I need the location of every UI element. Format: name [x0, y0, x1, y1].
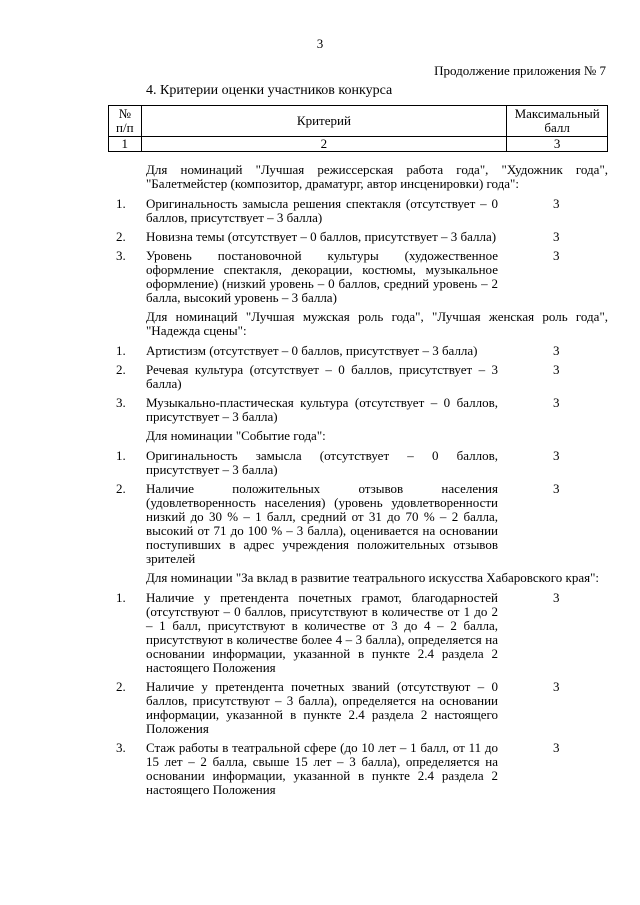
- criterion-row: [0, 249, 640, 305]
- nomination-group-title: Для номинаций "Лучшая режиссерская работа года", "Художник года", "Балетмейстер (композитор, драматург, автор инсценировки) года":: [146, 162, 608, 191]
- criterion-row: [0, 741, 640, 797]
- criterion-number: 3.: [116, 248, 126, 263]
- criterion-number: 1.: [116, 590, 126, 605]
- nomination-group-title: Для номинаций "Лучшая мужская роль года", "Лучшая женская роль года", "Надежда сцены":: [146, 309, 608, 338]
- section-title: 4. Критерии оценки участников конкурса: [146, 83, 393, 98]
- header-max-line2: балл: [544, 120, 570, 135]
- criterion-text: Артистизм (отсутствует – 0 баллов, присутствует – 3 балла): [146, 343, 478, 358]
- criterion-max-score: 3: [553, 395, 560, 410]
- criterion-number: 1.: [116, 196, 126, 211]
- criterion-row: [0, 344, 640, 358]
- criterion-text: Оригинальность замысла решения спектакля (отсутствует – 0 баллов, присутствует – 3 балла): [146, 196, 498, 225]
- nomination-group-title: Для номинации "Событие года":: [146, 428, 326, 443]
- header-num: [109, 106, 142, 137]
- criterion-row: [0, 482, 640, 566]
- criterion-max-score: 3: [553, 679, 560, 694]
- nomination-group-title: Для номинации "За вклад в развитие театрального искусства Хабаровского края":: [146, 570, 600, 585]
- header-col2: 2: [141, 137, 507, 152]
- header-max: [507, 106, 608, 137]
- criterion-max-score: 3: [553, 343, 560, 358]
- criterion-text: Новизна темы (отсутствует – 0 баллов, присутствует – 3 балла): [146, 229, 497, 244]
- criterion-row: [0, 396, 640, 424]
- criterion-row: [0, 680, 640, 736]
- header-criterion: Критерий: [141, 106, 507, 137]
- header-num-line2: п/п: [116, 120, 134, 135]
- criterion-max-score: 3: [553, 362, 560, 377]
- criterion-number: 2.: [116, 229, 126, 244]
- criterion-number: 1.: [116, 343, 126, 358]
- criterion-row: [0, 449, 640, 477]
- header-col1: 1: [109, 137, 142, 152]
- criterion-number: 2.: [116, 362, 126, 377]
- criterion-max-score: 3: [553, 248, 560, 263]
- criterion-max-score: 3: [553, 448, 560, 463]
- criterion-text: Наличие у претендента почетных званий (отсутствуют – 0 баллов, присутствуют – 3 балла), определяется на основании информации, указанной в пункте 2.4 раздела 2 настоящего Положения: [146, 679, 498, 736]
- criteria-body: [0, 163, 640, 802]
- criterion-row: [0, 363, 640, 391]
- criterion-max-score: 3: [553, 590, 560, 605]
- page-number: 3: [316, 36, 324, 51]
- criterion-text: Уровень постановочной культуры (художественное оформление спектакля, декорации, костюмы, музыкальное оформление) (низкий уровень – 0 баллов, средний уровень – 2 балла, высокий уровень – 3 балла): [146, 248, 498, 305]
- criterion-number: 2.: [116, 679, 126, 694]
- criterion-text: Наличие у претендента почетных грамот, благодарностей (отсутствуют – 0 баллов, присутствуют в количестве от 1 до 2 – 1 балл, присутствуют в количестве от 3 до 4 – 2 балла, присутствуют в количестве более 4 – 3 балла), определяется на основании информации, указанной в пункте 2.4 раздела 2 настоящего Положения: [146, 590, 498, 675]
- criterion-row: [0, 197, 640, 225]
- header-max-line1: Максимальный: [514, 106, 600, 121]
- criterion-row: [0, 591, 640, 675]
- criterion-text: Речевая культура (отсутствует – 0 баллов, присутствует – 3 балла): [146, 362, 498, 391]
- header-num-line1: №: [118, 106, 131, 121]
- header-col3: 3: [507, 137, 608, 152]
- criterion-text: Музыкально-пластическая культура (отсутствует – 0 баллов, присутствует – 3 балла): [146, 395, 498, 424]
- criterion-max-score: 3: [553, 196, 560, 211]
- criterion-text: Стаж работы в театральной сфере (до 10 лет – 1 балл, от 11 до 15 лет – 2 балла, свыше 15 лет – 3 балла), определяется на основании информации, указанной в пункте 2.4 раздела 2 настоящего Положения: [146, 740, 498, 797]
- criterion-number: 3.: [116, 740, 126, 755]
- criterion-number: 1.: [116, 448, 126, 463]
- criterion-text: Оригинальность замысла (отсутствует – 0 баллов, присутствует – 3 балла): [146, 448, 498, 477]
- criterion-text: Наличие положительных отзывов населения (удовлетворенность населения) (уровень удовлетворенности низкий до 30 % – 1 балл, средний от 31 до 70 % – 2 балла, высокий от 71 до 100 % – 3 балла), оценивается на основании поступивших в адрес учреждения положительных отзывов зрителей: [146, 481, 498, 566]
- criteria-table-header: [108, 105, 608, 152]
- criterion-number: 2.: [116, 481, 126, 496]
- criterion-max-score: 3: [553, 481, 560, 496]
- criterion-row: [0, 230, 640, 244]
- criterion-number: 3.: [116, 395, 126, 410]
- continuation-note: Продолжение приложения № 7: [434, 63, 606, 78]
- criterion-max-score: 3: [553, 740, 560, 755]
- criterion-max-score: 3: [553, 229, 560, 244]
